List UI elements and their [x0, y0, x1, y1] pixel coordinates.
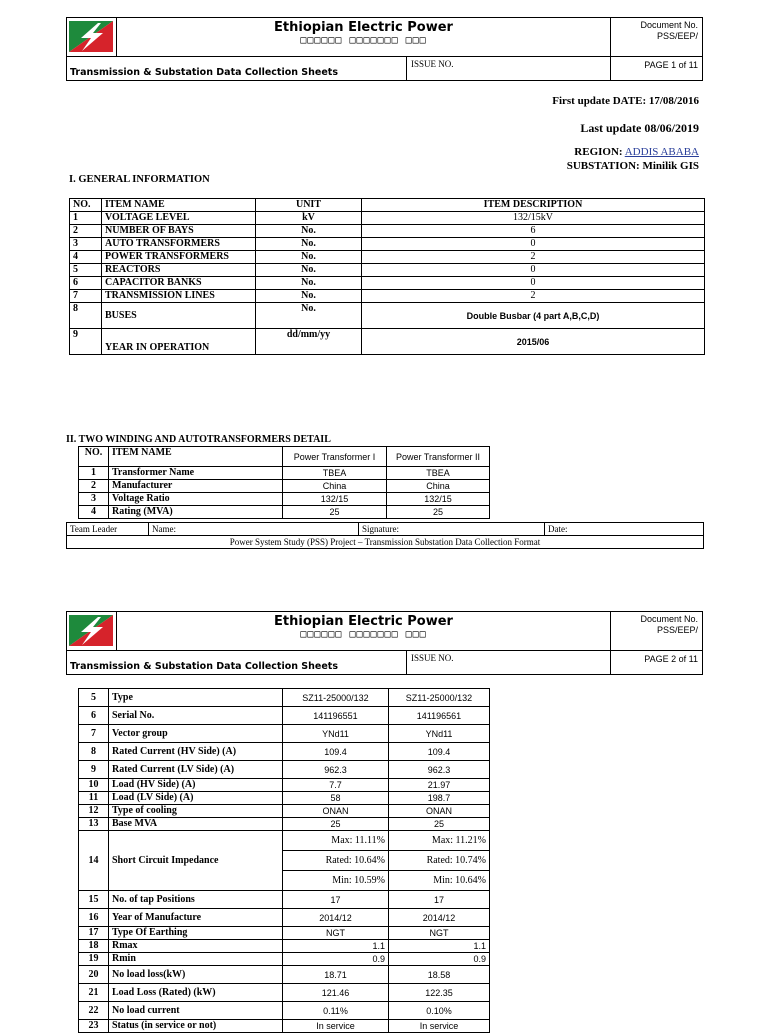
row-t2: SZ11-25000/132	[389, 689, 490, 707]
row-no: 1	[79, 467, 109, 480]
region-line	[574, 146, 699, 158]
row-no: 8	[79, 743, 109, 761]
table-row	[70, 212, 705, 225]
row-description: 2015/06	[362, 329, 705, 355]
region-value: ADDIS ABABA	[624, 146, 699, 158]
table-row	[79, 953, 490, 966]
transformer-detail-table-continued	[78, 688, 490, 1033]
row-no: 15	[79, 891, 109, 909]
row-t1: 0.11%	[283, 1002, 389, 1020]
row-t2: YNd11	[389, 725, 490, 743]
row-t1: 109.4	[283, 743, 389, 761]
row-item: NUMBER OF BAYS	[102, 225, 256, 238]
page2-header	[66, 611, 703, 675]
table-row	[79, 927, 490, 940]
row-description: 6	[362, 225, 705, 238]
row-unit: kV	[256, 212, 362, 225]
row-t2: 962.3	[389, 761, 490, 779]
row-t1: NGT	[283, 927, 389, 940]
table-row	[79, 891, 490, 909]
row-t2: 198.7	[389, 792, 490, 805]
row-t1: YNd11	[283, 725, 389, 743]
row-item: Vector group	[109, 725, 283, 743]
row-description: 132/15kV	[362, 212, 705, 225]
table-row	[79, 467, 490, 480]
row-item: Transformer Name	[109, 467, 283, 480]
table-row	[79, 743, 490, 761]
eep-logo-icon	[67, 612, 115, 649]
row-t2: China	[387, 480, 490, 493]
substation-line	[567, 160, 699, 172]
row-t2: 18.58	[389, 966, 490, 984]
row-t1: 7.7	[283, 779, 389, 792]
row-description: Double Busbar (4 part A,B,C,D)	[362, 303, 705, 329]
row-no: 6	[79, 707, 109, 725]
row-t1: 962.3	[283, 761, 389, 779]
row-t1: 17	[283, 891, 389, 909]
row-t2: 25	[389, 818, 490, 831]
row-item: Type	[109, 689, 283, 707]
row-description: 0	[362, 238, 705, 251]
table-row	[79, 689, 490, 707]
table-row	[79, 493, 490, 506]
row-no: 22	[79, 1002, 109, 1020]
row-no: 4	[79, 506, 109, 519]
row-t1: 25	[283, 818, 389, 831]
table-row	[70, 303, 705, 329]
row-no: 11	[79, 792, 109, 805]
row-t1: ONAN	[283, 805, 389, 818]
table-row	[79, 984, 490, 1002]
row-t2: 0.9	[389, 953, 490, 966]
doc-label: Document No.	[640, 614, 698, 624]
row-item: Status (in service or not)	[109, 1020, 283, 1033]
page-number: PAGE 1 of 11	[644, 60, 698, 70]
row-item: No load current	[109, 1002, 283, 1020]
page-number: PAGE 2 of 11	[644, 654, 698, 664]
row-unit: No.	[256, 303, 362, 329]
general-info-table	[69, 198, 705, 355]
row-item: YEAR IN OPERATION	[102, 329, 256, 355]
row-item: Type Of Earthing	[109, 927, 283, 940]
row-t2: 21.97	[389, 779, 490, 792]
table-row	[79, 966, 490, 984]
row-item: No load loss(kW)	[109, 966, 283, 984]
row-unit: No.	[256, 277, 362, 290]
row-t2: 0.10%	[389, 1002, 490, 1020]
row-item: Rating (MVA)	[109, 506, 283, 519]
row-no: 4	[70, 251, 102, 264]
row-t1: In service	[283, 1020, 389, 1033]
row-unit: No.	[256, 264, 362, 277]
project-caption: Power System Study (PSS) Project – Transmission Substation Data Collection Format	[67, 536, 704, 549]
row-no: 18	[79, 940, 109, 953]
row-item: Short Circuit Impedance	[109, 831, 283, 891]
signature-field: Signature:	[359, 523, 545, 536]
row-t2: 17	[389, 891, 490, 909]
row-no: 8	[70, 303, 102, 329]
row-item: AUTO TRANSFORMERS	[102, 238, 256, 251]
table-row	[79, 707, 490, 725]
row-t2: NGT	[389, 927, 490, 940]
header-unit: UNIT	[256, 199, 362, 212]
impedance-max-t1: Max: 11.11%	[283, 831, 389, 851]
row-no: 21	[79, 984, 109, 1002]
team-leader-label: Team Leader	[67, 523, 149, 536]
table-row	[70, 277, 705, 290]
row-no: 7	[70, 290, 102, 303]
row-t1: China	[283, 480, 387, 493]
row-item: REACTORS	[102, 264, 256, 277]
row-item: VOLTAGE LEVEL	[102, 212, 256, 225]
row-item: CAPACITOR BANKS	[102, 277, 256, 290]
document-number-block	[611, 18, 702, 57]
table-row	[79, 1002, 490, 1020]
row-t2: ONAN	[389, 805, 490, 818]
eep-logo-icon	[67, 18, 115, 55]
region-label: REGION:	[574, 146, 623, 158]
row-unit: No.	[256, 290, 362, 303]
table-header-row	[70, 199, 705, 212]
row-no: 5	[79, 689, 109, 707]
row-item: Rated Current (LV Side) (A)	[109, 761, 283, 779]
table-row	[70, 290, 705, 303]
doc-number: PSS/EEP/	[656, 31, 698, 41]
name-field: Name:	[149, 523, 359, 536]
row-item: Serial No.	[109, 707, 283, 725]
table-row	[79, 779, 490, 792]
table-row	[70, 251, 705, 264]
header-transformer-2: Power Transformer II	[387, 447, 490, 467]
row-no: 23	[79, 1020, 109, 1033]
row-t2: 1.1	[389, 940, 490, 953]
row-t1: 2014/12	[283, 909, 389, 927]
table-row	[79, 1020, 490, 1033]
row-no: 6	[70, 277, 102, 290]
row-item: Base MVA	[109, 818, 283, 831]
table-row	[70, 264, 705, 277]
row-item: TRANSMISSION LINES	[102, 290, 256, 303]
row-t2: In service	[389, 1020, 490, 1033]
row-item: Load (HV Side) (A)	[109, 779, 283, 792]
sheets-title: Transmission & Substation Data Collection Sheets	[67, 651, 407, 674]
header-item-name: ITEM NAME	[102, 199, 256, 212]
row-no: 3	[70, 238, 102, 251]
company-name: Ethiopian Electric Power	[274, 614, 453, 629]
last-update: Last update 08/06/2019	[580, 121, 699, 135]
signature-footer	[66, 522, 704, 549]
table-row	[79, 480, 490, 493]
table-row	[79, 818, 490, 831]
row-no: 14	[79, 831, 109, 891]
table-header-row	[79, 447, 490, 467]
row-no: 1	[70, 212, 102, 225]
header-item-description: ITEM DESCRIPTION	[362, 199, 705, 212]
row-t2: 132/15	[387, 493, 490, 506]
row-t2: 141196561	[389, 707, 490, 725]
table-row-impedance	[79, 831, 490, 851]
row-t1: 18.71	[283, 966, 389, 984]
header-no: NO.	[70, 199, 102, 212]
doc-number: PSS/EEP/	[656, 625, 698, 635]
row-t1: 121.46	[283, 984, 389, 1002]
table-row	[79, 725, 490, 743]
row-item: Rmin	[109, 953, 283, 966]
row-description: 0	[362, 264, 705, 277]
header-transformer-1: Power Transformer I	[283, 447, 387, 467]
row-unit: dd/mm/yy	[256, 329, 362, 355]
row-t1: 1.1	[283, 940, 389, 953]
row-no: 10	[79, 779, 109, 792]
company-name-amharic: □□□□□□ □□□□□□□ □□□	[300, 629, 427, 640]
signature-row	[67, 523, 704, 536]
table-row	[79, 792, 490, 805]
row-t2: 2014/12	[389, 909, 490, 927]
section1-title: I. GENERAL INFORMATION	[69, 174, 210, 185]
row-no: 9	[79, 761, 109, 779]
row-no: 3	[79, 493, 109, 506]
eep-logo	[67, 18, 117, 57]
impedance-min-t1: Min: 10.59%	[283, 871, 389, 891]
row-no: 20	[79, 966, 109, 984]
table-row	[70, 329, 705, 355]
row-no: 17	[79, 927, 109, 940]
row-t1: 132/15	[283, 493, 387, 506]
row-t2: 109.4	[389, 743, 490, 761]
table-row	[70, 225, 705, 238]
doc-label: Document No.	[640, 20, 698, 30]
header-no: NO.	[79, 447, 109, 467]
row-description: 2	[362, 290, 705, 303]
row-item: Voltage Ratio	[109, 493, 283, 506]
row-description: 2	[362, 251, 705, 264]
row-t1: 0.9	[283, 953, 389, 966]
row-description: 0	[362, 277, 705, 290]
row-t1: TBEA	[283, 467, 387, 480]
row-no: 5	[70, 264, 102, 277]
first-update: First update DATE: 17/08/2016	[552, 95, 699, 107]
section2-title: II. TWO WINDING AND AUTOTRANSFORMERS DETAIL	[66, 434, 331, 445]
row-item: Manufacturer	[109, 480, 283, 493]
header-title-block	[117, 18, 611, 57]
row-no: 13	[79, 818, 109, 831]
row-no: 2	[79, 480, 109, 493]
company-name: Ethiopian Electric Power	[274, 20, 453, 35]
date-field: Date:	[545, 523, 704, 536]
row-no: 7	[79, 725, 109, 743]
row-t1: 58	[283, 792, 389, 805]
impedance-min-t2: Min: 10.64%	[389, 871, 490, 891]
impedance-rated-t2: Rated: 10.74%	[389, 851, 490, 871]
transformer-detail-table	[78, 446, 490, 519]
row-no: 16	[79, 909, 109, 927]
page1-header	[66, 17, 703, 81]
project-row	[67, 536, 704, 549]
eep-logo	[67, 612, 117, 651]
row-no: 19	[79, 953, 109, 966]
row-item: POWER TRANSFORMERS	[102, 251, 256, 264]
row-t2: TBEA	[387, 467, 490, 480]
row-item: Rated Current (HV Side) (A)	[109, 743, 283, 761]
issue-label: ISSUE NO.	[407, 651, 611, 674]
document-number-block	[611, 612, 702, 651]
row-unit: No.	[256, 238, 362, 251]
row-item: Year of Manufacture	[109, 909, 283, 927]
header-title-block	[117, 612, 611, 651]
row-no: 12	[79, 805, 109, 818]
table-row	[79, 940, 490, 953]
header-item-name: ITEM NAME	[109, 447, 283, 467]
table-row	[79, 909, 490, 927]
row-item: No. of tap Positions	[109, 891, 283, 909]
row-t1: SZ11-25000/132	[283, 689, 389, 707]
row-t1: 141196551	[283, 707, 389, 725]
row-item: Load Loss (Rated) (kW)	[109, 984, 283, 1002]
table-row	[79, 761, 490, 779]
row-item: Load (LV Side) (A)	[109, 792, 283, 805]
row-item: BUSES	[102, 303, 256, 329]
impedance-max-t2: Max: 11.21%	[389, 831, 490, 851]
impedance-rated-t1: Rated: 10.64%	[283, 851, 389, 871]
row-item: Rmax	[109, 940, 283, 953]
company-name-amharic: □□□□□□ □□□□□□□ □□□	[300, 35, 427, 46]
row-t2: 25	[387, 506, 490, 519]
row-no: 2	[70, 225, 102, 238]
sheets-title: Transmission & Substation Data Collection Sheets	[67, 57, 407, 80]
row-t2: 122.35	[389, 984, 490, 1002]
issue-label: ISSUE NO.	[407, 57, 611, 80]
row-item: Type of cooling	[109, 805, 283, 818]
table-row	[70, 238, 705, 251]
row-t1: 25	[283, 506, 387, 519]
substation-value: Minilik GIS	[642, 160, 699, 172]
row-unit: No.	[256, 225, 362, 238]
table-row	[79, 805, 490, 818]
substation-label: SUBSTATION:	[566, 160, 640, 172]
row-no: 9	[70, 329, 102, 355]
table-row	[79, 506, 490, 519]
row-unit: No.	[256, 251, 362, 264]
